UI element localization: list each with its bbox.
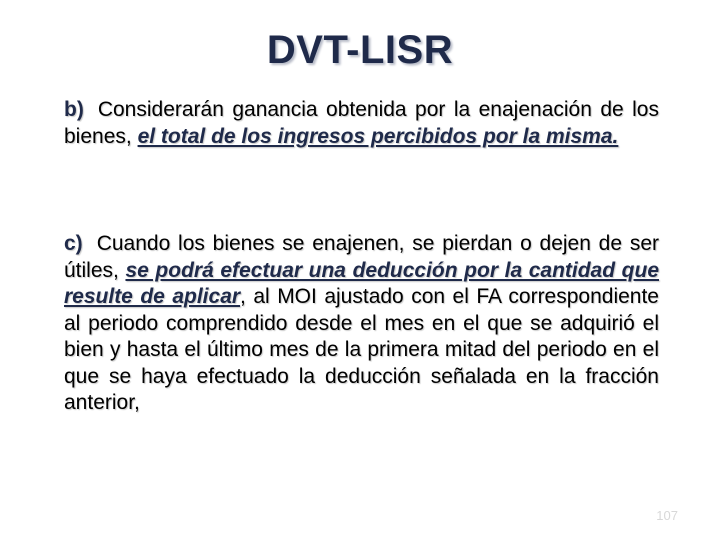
paragraph-c-text: Cuando los bienes se enajenen, se pierdan o dejen de ser útiles, (64, 232, 659, 282)
paragraph-c-text-end: , al MOI ajustado con el FA correspondiente al periodo comprendido desde el mes en el que se adquirió el bien y hasta el último mes de la primera mitad del periodo en el que se haya efectuado la deducción señalada en la fracción anterior, (64, 285, 659, 414)
slide-title: DVT-LISR (266, 28, 454, 72)
paragraph-c-emphasis: se podrá efectuar una deducción por la cantidad que resulte de aplicar (64, 258, 659, 308)
paragraph-b-emphasis: el total de los ingresos percibidos por la misma. (137, 124, 619, 148)
paragraph-b-text: Considerarán ganancia obtenida por la enajenación de los bienes, (64, 98, 659, 148)
paragraph-c (64, 231, 659, 417)
paragraph-b (64, 97, 659, 150)
page-number: 107 (656, 508, 678, 523)
paragraph-b-marker: b) (64, 98, 84, 121)
paragraph-c-marker: c) (64, 232, 83, 255)
